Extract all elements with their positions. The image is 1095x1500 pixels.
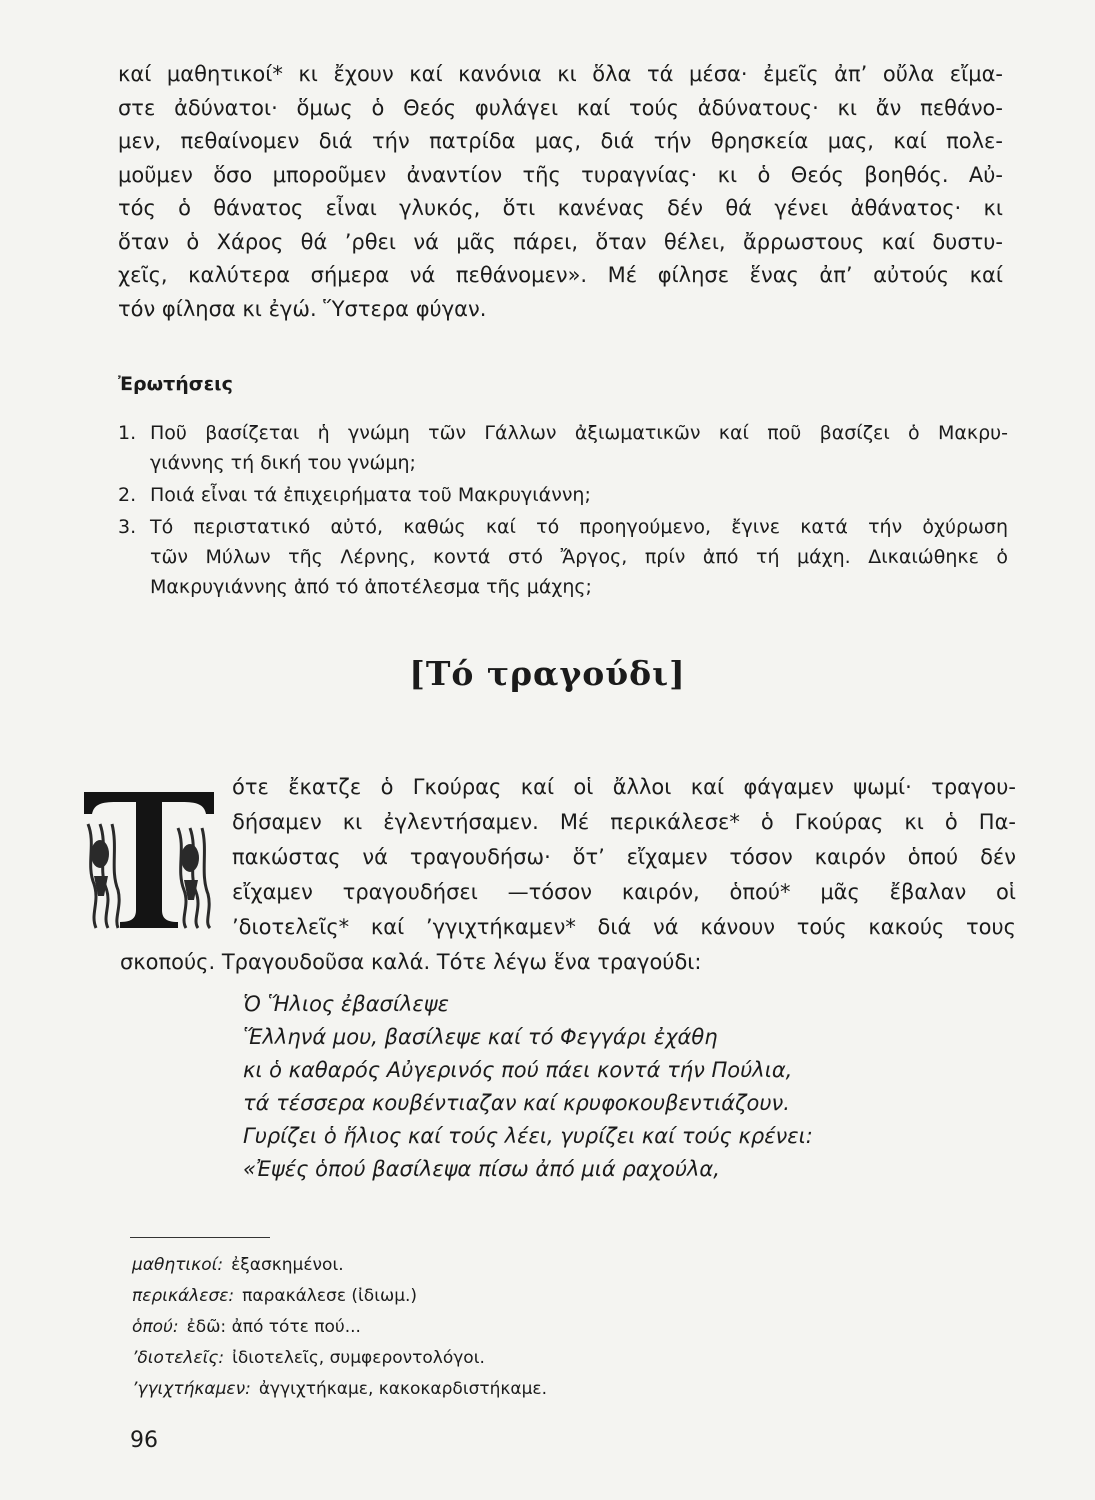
question-number: 3. bbox=[118, 516, 137, 538]
story-paragraph bbox=[232, 770, 1016, 945]
footnote-term: ὁπού: bbox=[132, 1317, 179, 1337]
paragraph-line: μεν, πεθαίνομεν διά τήν πατρίδα μας, διά τήν θρησκεία μας, καί πολε- bbox=[118, 129, 1003, 153]
footnote-definition: ἐξασκημένοι. bbox=[231, 1255, 344, 1275]
paragraph-line: ὅταν ὁ Χάρος θά ’ρθει νά μᾶς πάρει, ὅταν θέλει, ἄρρωστους καί δυστυ- bbox=[118, 229, 1003, 254]
footnote bbox=[132, 1374, 547, 1405]
footnote-definition: ἐδῶ: ἀπό τότε πού... bbox=[186, 1317, 361, 1337]
question-number: 2. bbox=[118, 484, 137, 506]
question-line: Τό περιστατικό αὐτό, καθώς καί τό προηγούμενο, ἔγινε κατά τήν ὀχύρωση bbox=[150, 516, 1008, 538]
story-line: πακώστας νά τραγουδήσω· ὅτ’ εἴχαμεν τόσον καιρόν ὁπού δέν bbox=[232, 845, 1016, 869]
story-line: ’διοτελεῖς* καί ’γγιχτήκαμεν* διά νά κάνουν τούς κακούς τους bbox=[232, 915, 1016, 939]
story-line: εἴχαμεν τραγουδήσει —τόσον καιρόν, ὁπού* μᾶς ἔβαλαν οἱ bbox=[232, 880, 1016, 904]
drop-cap-ornament bbox=[78, 784, 220, 930]
song-verse bbox=[243, 988, 813, 1186]
paragraph-line: χεῖς, καλύτερα σήμερα νά πεθάνομεν». Μέ φίλησε ἕνας ἀπ’ αὐτούς καί bbox=[118, 263, 1003, 287]
footnote-term: περικάλεσε: bbox=[132, 1286, 235, 1306]
verse-line: Γυρίζει ὁ ἥλιος καί τούς λέει, γυρίζει καί τούς κρένει: bbox=[243, 1124, 813, 1148]
drop-cap-letter: Τ bbox=[149, 884, 150, 885]
question-line: τῶν Μύλων τῆς Λέρνης, κοντά στό Ἄργος, πρίν ἀπό τή μάχη. Δικαιώθηκε ὁ bbox=[150, 546, 1008, 568]
story-line: ότε ἔκατζε ὁ Γκούρας καί οἱ ἄλλοι καί φάγαμεν ψωμί· τραγου- bbox=[232, 775, 1016, 799]
verse-line: «Ἐψές ὁπού βασίλεψα πίσω ἀπό μιά ραχούλα, bbox=[243, 1157, 720, 1181]
verse-line: τά τέσσερα κουβέντιαζαν καί κρυφοκουβεντιάζουν. bbox=[243, 1091, 790, 1115]
paragraph-line: καί μαθητικοί* κι ἔχουν καί κανόνια κι ὅλα τά μέσα· ἐμεῖς ἀπ’ οὔλα εἴμα- bbox=[118, 62, 1003, 86]
opening-paragraph bbox=[118, 58, 1003, 326]
section-title: [Τό τραγούδι] bbox=[409, 654, 686, 693]
question-line: Ποιά εἶναι τά ἐπιχειρήματα τοῦ Μακρυγιάννη; bbox=[150, 484, 591, 506]
footnote-divider bbox=[130, 1237, 270, 1238]
question-item bbox=[118, 480, 1008, 510]
footnote bbox=[132, 1281, 547, 1312]
question-line: Ποῦ βασίζεται ἡ γνώμη τῶν Γάλλων ἀξιωματικῶν καί ποῦ βασίζει ὁ Μακρυ- bbox=[150, 422, 1008, 444]
footnote-definition: ἀγγιχτήκαμε, κακοκαρδιστήκαμε. bbox=[258, 1379, 547, 1399]
story-line: σκοπούς. Τραγουδοῦσα καλά. Τότε λέγω ἕνα τραγούδι: bbox=[120, 950, 702, 974]
footnote-definition: ἰδιοτελεῖς, συμφεροντολόγοι. bbox=[232, 1348, 485, 1368]
page-number: 96 bbox=[130, 1428, 158, 1453]
paragraph-line: μοῦμεν ὅσο μποροῦμεν ἀναντίον τῆς τυραγνίας· κι ὁ Θεός βοηθός. Αὐ- bbox=[118, 162, 1003, 187]
paragraph-line: τός ὁ θάνατος εἶναι γλυκός, ὅτι κανένας δέν θά γένει ἀθάνατος· κι bbox=[118, 196, 1003, 220]
footnote-term: ’διοτελεῖς: bbox=[132, 1348, 225, 1368]
question-number: 1. bbox=[118, 422, 137, 444]
question-item bbox=[118, 512, 1008, 602]
footnotes bbox=[132, 1250, 547, 1405]
question-line: γιάννης τή δική του γνώμη; bbox=[150, 452, 416, 474]
questions-heading: Ἐρωτήσεις bbox=[118, 373, 233, 395]
footnote-term: ’γγιχτήκαμεν: bbox=[132, 1379, 251, 1399]
paragraph-line: τόν φίλησα κι ἐγώ. Ὕστερα φύγαν. bbox=[118, 296, 487, 321]
footnote-definition: παρακάλεσε (ἰδιωμ.) bbox=[242, 1286, 418, 1306]
paragraph-line: στε ἀδύνατοι· ὅμως ὁ Θεός φυλάγει καί τούς ἀδύνατους· κι ἄν πεθάνο- bbox=[118, 95, 1003, 120]
footnote bbox=[132, 1250, 547, 1281]
verse-line: κι ὁ καθαρός Αὐγερινός πού πάει κοντά τήν Πούλια, bbox=[243, 1058, 793, 1082]
verse-line: Ὁ Ἥλιος ἐβασίλεψε bbox=[243, 992, 449, 1016]
verse-line: Ἕλληνά μου, βασίλεψε καί τό Φεγγάρι ἐχάθη bbox=[243, 1025, 718, 1049]
footnote-term: μαθητικοί: bbox=[132, 1255, 224, 1275]
story-line: δήσαμεν κι ἐγλεντήσαμεν. Μέ περικάλεσε* ὁ Γκούρας κι ὁ Πα- bbox=[232, 810, 1016, 834]
questions-list bbox=[118, 418, 1008, 604]
footnote bbox=[132, 1312, 547, 1343]
question-line: Μακρυγιάννης ἀπό τό ἀποτέλεσμα τῆς μάχης; bbox=[150, 576, 592, 598]
footnote bbox=[132, 1343, 547, 1374]
question-item bbox=[118, 418, 1008, 478]
